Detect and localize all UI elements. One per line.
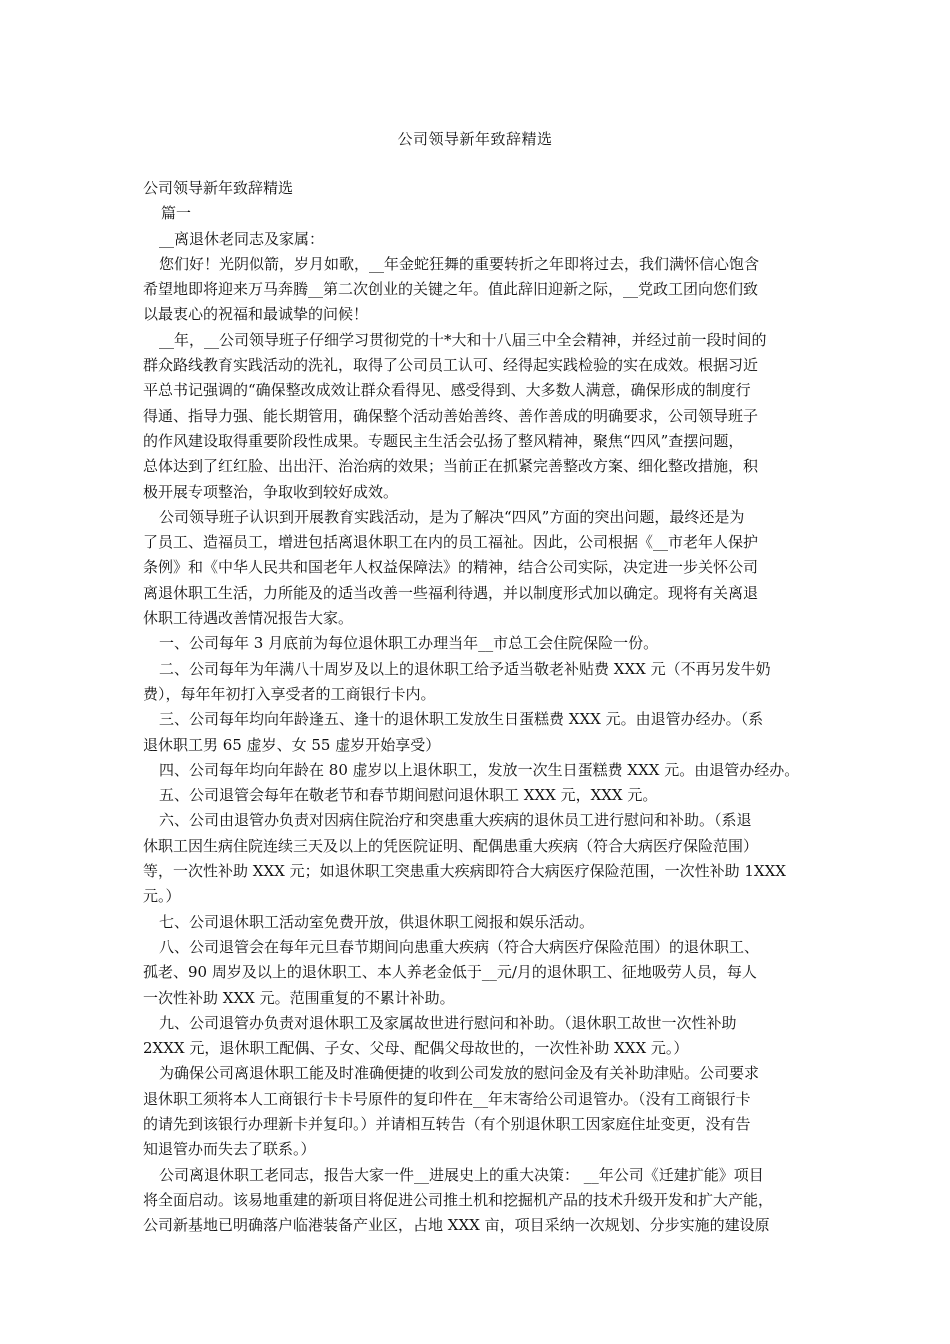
paragraph-line: 将全面启动。该易地重建的新项目将促进公司推土机和挖掘机产品的技术升级开发和扩大产能， — [143, 1190, 774, 1209]
paragraph-line: 以最衷心的祝福和最诚挚的问候！ — [143, 305, 369, 324]
paragraph-line: 五、公司退管会每年在敬老节和春节期间慰问退休职工 XXX 元，XXX 元。 — [159, 786, 658, 805]
paragraph-line: 群众路线教育实践活动的洗礼，取得了公司员工认可、经得起实践检验的实在成效。根据习近 — [143, 356, 759, 375]
paragraph-line: 一、公司每年 3 月底前为每位退休职工办理当年__市总工会住院保险一份。 — [159, 634, 659, 653]
document-body — [143, 176, 815, 1238]
paragraph-line: 孤老、90 周岁及以上的退休职工、本人养老金低于__元/月的退休职工、征地吸劳人员，每人 — [143, 963, 757, 982]
paragraph-line: 的请先到该银行办理新卡并复印。）并请相互转告（有个别退休职工因家庭住址变更，没有告 — [143, 1114, 751, 1133]
paragraph-line: 七、公司退休职工活动室免费开放，供退休职工阅报和娱乐活动。 — [159, 912, 595, 931]
paragraph-line: 二、公司每年为年满八十周岁及以上的退休职工给予适当敬老补贴费 XXX 元（不再另发牛奶 — [159, 659, 771, 678]
paragraph-line: 八、公司退管会在每年元旦春节期间向患重大疾病（符合大病医疗保险范围）的退休职工、 — [159, 937, 760, 956]
paragraph-line: 公司新基地已明确落户临港装备产业区，占地 XXX 亩，项目采纳一次规划、分步实施的建设原 — [143, 1216, 770, 1235]
paragraph-line: 知退管办而失去了联系。） — [143, 1140, 316, 1159]
paragraph-line: 四、公司每年均向年龄在 80 虚岁以上退休职工，发放一次生日蛋糕费 XXX 元。由退管办经办。 — [159, 760, 800, 779]
paragraph-line: 得通、指导力强、能长期管用，确保整个活动善始善终、善作善成的明确要求，公司领导班子 — [143, 406, 759, 425]
paragraph-line: 总体达到了红红脸、出出汗、治治病的效果；当前正在抓紧完善整改方案、细化整改措施，积 — [143, 457, 759, 476]
paragraph-line: 平总书记强调的“确保整改成效让群众看得见、感受得到、大多数人满意，确保形成的制度行 — [143, 381, 751, 400]
paragraph-line: 公司领导新年致辞精选 — [143, 179, 294, 197]
paragraph-line: 的作风建设取得重要阶段性成果。专题民主生活会弘扬了整风精神，聚焦“四风”查摆问题， — [143, 431, 744, 450]
paragraph-line: 条例》和《中华人民共和国老年人权益保障法》的精神，结合公司实际，决定进一步关怀公司 — [143, 558, 759, 577]
paragraph-line: 休职工因生病住院连续三天及以上的凭医院证明、配偶患重大疾病（符合大病医疗保险范围） — [143, 836, 759, 855]
paragraph-line: __年，__公司领导班子仔细学习贯彻党的十*大和十八届三中全会精神，并经过前一段时间的 — [159, 330, 767, 349]
paragraph-line: 公司领导班子认识到开展教育实践活动，是为了解决“四风”方面的突出问题，最终还是为 — [159, 507, 745, 526]
paragraph-line: 离退休职工生活，力所能及的适当改善一些福利待遇，并以制度形式加以确定。现将有关离退 — [143, 583, 759, 602]
paragraph-line: __离退休老同志及家属： — [159, 229, 325, 248]
paragraph-line: 退休职工男 65 虚岁、女 55 虚岁开始享受） — [143, 735, 441, 754]
paragraph-line: 元。） — [143, 887, 181, 906]
paragraph-line: 极开展专项整治，争取收到较好成效。 — [143, 482, 399, 501]
page-title: 公司领导新年致辞精选 — [397, 130, 553, 148]
paragraph-line: 一次性补助 XXX 元。范围重复的不累计补助。 — [143, 988, 455, 1007]
paragraph-line: 公司离退休职工老同志，报告大家一件__进展史上的重大决策： __年公司《迁建扩能》项目 — [159, 1165, 764, 1184]
paragraph-line: 费），每年年初打入享受者的工商银行卡内。 — [143, 684, 436, 703]
paragraph-line: 篇一 — [161, 204, 192, 223]
paragraph-line: 三、公司每年均向年龄逢五、逢十的退休职工发放生日蛋糕费 XXX 元。由退管办经办。（系 — [159, 710, 764, 729]
paragraph-line: 了员工、造福员工，增进包括离退休职工在内的员工福祉。因此，公司根据《__市老年人保护 — [143, 533, 759, 552]
paragraph-line: 休职工待遇改善情况报告大家。 — [143, 609, 354, 628]
paragraph-line: 2XXX 元，退休职工配偶、子女、父母、配偶父母故世的，一次性补助 XXX 元。） — [143, 1039, 689, 1058]
paragraph-line: 六、公司由退管办负责对因病住院治疗和突患重大疾病的退休员工进行慰问和补助。（系退 — [159, 811, 752, 830]
paragraph-line: 退休职工须将本人工商银行卡卡号原件的复印件在__年末寄给公司退管办。（没有工商银行卡 — [143, 1089, 751, 1108]
paragraph-line: 九、公司退管办负责对退休职工及家属故世进行慰问和补助。（退休职工故世一次性补助 — [159, 1013, 737, 1032]
paragraph-line: 为确保公司离退休职工能及时准确便捷的收到公司发放的慰问金及有关补助津贴。公司要求 — [159, 1064, 760, 1083]
paragraph-line: 您们好！光阴似箭，岁月如歌，__年金蛇狂舞的重要转折之年即将过去，我们满怀信心饱含 — [159, 254, 760, 273]
paragraph-line: 希望地即将迎来万马奔腾__第二次创业的关键之年。值此辞旧迎新之际，__党政工团向您们致 — [143, 280, 759, 299]
paragraph-line: 等，一次性补助 XXX 元；如退休职工突患重大疾病即符合大病医疗保险范围，一次性补助 1XXX — [143, 862, 786, 881]
